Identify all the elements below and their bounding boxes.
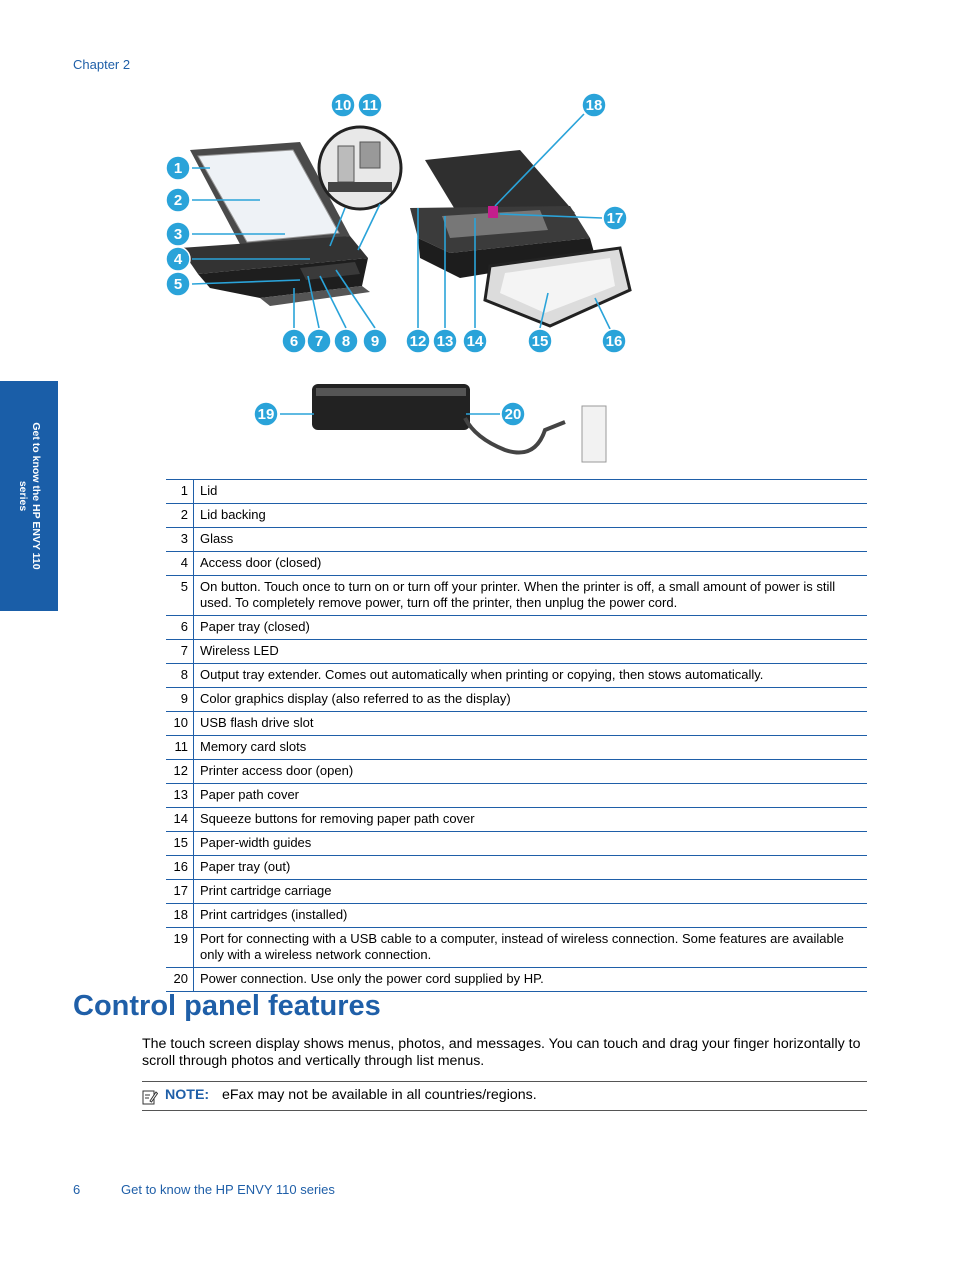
callout-16-label: 16 [605, 333, 623, 350]
callout-15-label: 15 [531, 333, 549, 350]
part-description: USB flash drive slot [194, 712, 868, 736]
callout-13-label: 13 [436, 333, 454, 350]
table-row [166, 616, 867, 640]
table-row [166, 576, 867, 616]
part-description: Paper tray (out) [194, 856, 868, 880]
part-number: 2 [166, 504, 194, 528]
callout-4 [166, 247, 190, 271]
part-description: Color graphics display (also referred to as the display) [194, 688, 868, 712]
table-row [166, 808, 867, 832]
part-description: Paper tray (closed) [194, 616, 868, 640]
chapter-label: Chapter 2 [73, 57, 131, 72]
footer-title: Get to know the HP ENVY 110 series [121, 1182, 335, 1197]
printer-rear-illustration [312, 384, 606, 462]
callout-20-label: 20 [504, 406, 522, 423]
part-number: 15 [166, 832, 194, 856]
callout-13 [433, 329, 457, 353]
callout-6-label: 6 [289, 333, 299, 350]
part-number: 8 [166, 664, 194, 688]
part-number: 9 [166, 688, 194, 712]
part-description: Lid [194, 480, 868, 504]
callout-12-label: 12 [409, 333, 427, 350]
parts-table-body [166, 480, 867, 992]
table-row [166, 640, 867, 664]
part-description: Paper-width guides [194, 832, 868, 856]
callout-11 [358, 93, 382, 117]
callout-4-label: 4 [173, 251, 183, 268]
table-row [166, 760, 867, 784]
table-row [166, 784, 867, 808]
callout-16 [602, 329, 626, 353]
callout-7-label: 7 [314, 333, 324, 350]
callout-18 [582, 93, 606, 117]
callout-19-label: 19 [257, 406, 275, 423]
part-number: 13 [166, 784, 194, 808]
callout-8 [334, 329, 358, 353]
callout-2-label: 2 [173, 192, 183, 209]
table-row [166, 968, 867, 992]
part-number: 20 [166, 968, 194, 992]
callout-9-label: 9 [370, 333, 380, 350]
part-number: 18 [166, 904, 194, 928]
part-description: Wireless LED [194, 640, 868, 664]
part-description: Output tray extender. Comes out automatically when printing or copying, then stows automatically. [194, 664, 868, 688]
table-row [166, 928, 867, 968]
page-number: 6 [73, 1182, 81, 1197]
part-description: Lid backing [194, 504, 868, 528]
callout-3-label: 3 [173, 226, 183, 243]
callout-2 [166, 188, 190, 212]
part-description: Port for connecting with a USB cable to a computer, instead of wireless connection. Some features are available only with a wireless network connection. [194, 928, 868, 968]
table-row [166, 712, 867, 736]
table-row [166, 504, 867, 528]
part-description: Access door (closed) [194, 552, 868, 576]
part-number: 10 [166, 712, 194, 736]
part-description: Print cartridge carriage [194, 880, 868, 904]
side-tab-line-1: Get to know the HP ENVY 110 [30, 422, 42, 570]
part-description: Paper path cover [194, 784, 868, 808]
table-row [166, 904, 867, 928]
part-number: 5 [166, 576, 194, 616]
part-description: Print cartridges (installed) [194, 904, 868, 928]
callout-1-label: 1 [173, 160, 183, 177]
part-description: Printer access door (open) [194, 760, 868, 784]
callout-17-label: 17 [606, 210, 624, 227]
callout-5-label: 5 [173, 276, 183, 293]
callout-10-label: 10 [334, 97, 352, 114]
part-number: 4 [166, 552, 194, 576]
callout-19 [254, 402, 278, 426]
table-row [166, 664, 867, 688]
printer-diagram [150, 88, 850, 468]
callout-9 [363, 329, 387, 353]
note-label: NOTE: [165, 1087, 210, 1103]
part-description: Power connection. Use only the power cord supplied by HP. [194, 968, 868, 992]
callout-5 [166, 272, 190, 296]
part-number: 12 [166, 760, 194, 784]
part-number: 11 [166, 736, 194, 760]
note-text: eFax may not be available in all countries/regions. [222, 1087, 537, 1103]
callout-17 [603, 206, 627, 230]
part-description: Memory card slots [194, 736, 868, 760]
part-number: 7 [166, 640, 194, 664]
note-pencil-icon [142, 1089, 158, 1105]
part-description: Squeeze buttons for removing paper path cover [194, 808, 868, 832]
part-number: 14 [166, 808, 194, 832]
callout-20 [501, 402, 525, 426]
callout-3 [166, 222, 190, 246]
part-number: 16 [166, 856, 194, 880]
callout-14-label: 14 [466, 333, 484, 350]
callout-10 [331, 93, 355, 117]
table-row [166, 832, 867, 856]
callout-15 [528, 329, 552, 353]
side-tab-label [16, 422, 42, 569]
table-row [166, 528, 867, 552]
parts-table [166, 479, 867, 992]
part-number: 1 [166, 480, 194, 504]
table-row [166, 480, 867, 504]
table-row [166, 856, 867, 880]
callout-1 [166, 156, 190, 180]
callout-11-label: 11 [362, 97, 378, 114]
side-tab-line-2: series [17, 480, 29, 512]
part-description: Glass [194, 528, 868, 552]
table-row [166, 736, 867, 760]
callout-6 [282, 329, 306, 353]
callout-18-label: 18 [585, 97, 603, 114]
table-row [166, 688, 867, 712]
part-number: 19 [166, 928, 194, 968]
part-number: 6 [166, 616, 194, 640]
table-row [166, 552, 867, 576]
part-description: On button. Touch once to turn on or turn off your printer. When the printer is off, a small amount of power is still used. To completely remove power, turn off the printer, then unplug the power cord. [194, 576, 868, 616]
section-paragraph: The touch screen display shows menus, photos, and messages. You can touch and drag your finger horizontally to scroll through photos and vertically through list menus. [142, 1036, 861, 1069]
part-number: 17 [166, 880, 194, 904]
callout-8-label: 8 [341, 333, 351, 350]
callout-14 [463, 329, 487, 353]
note-box [142, 1081, 867, 1111]
callout-12 [406, 329, 430, 353]
printer-open-illustration [410, 150, 630, 326]
table-row [166, 880, 867, 904]
callout-7 [307, 329, 331, 353]
section-heading: Control panel features [73, 990, 381, 1022]
part-number: 3 [166, 528, 194, 552]
